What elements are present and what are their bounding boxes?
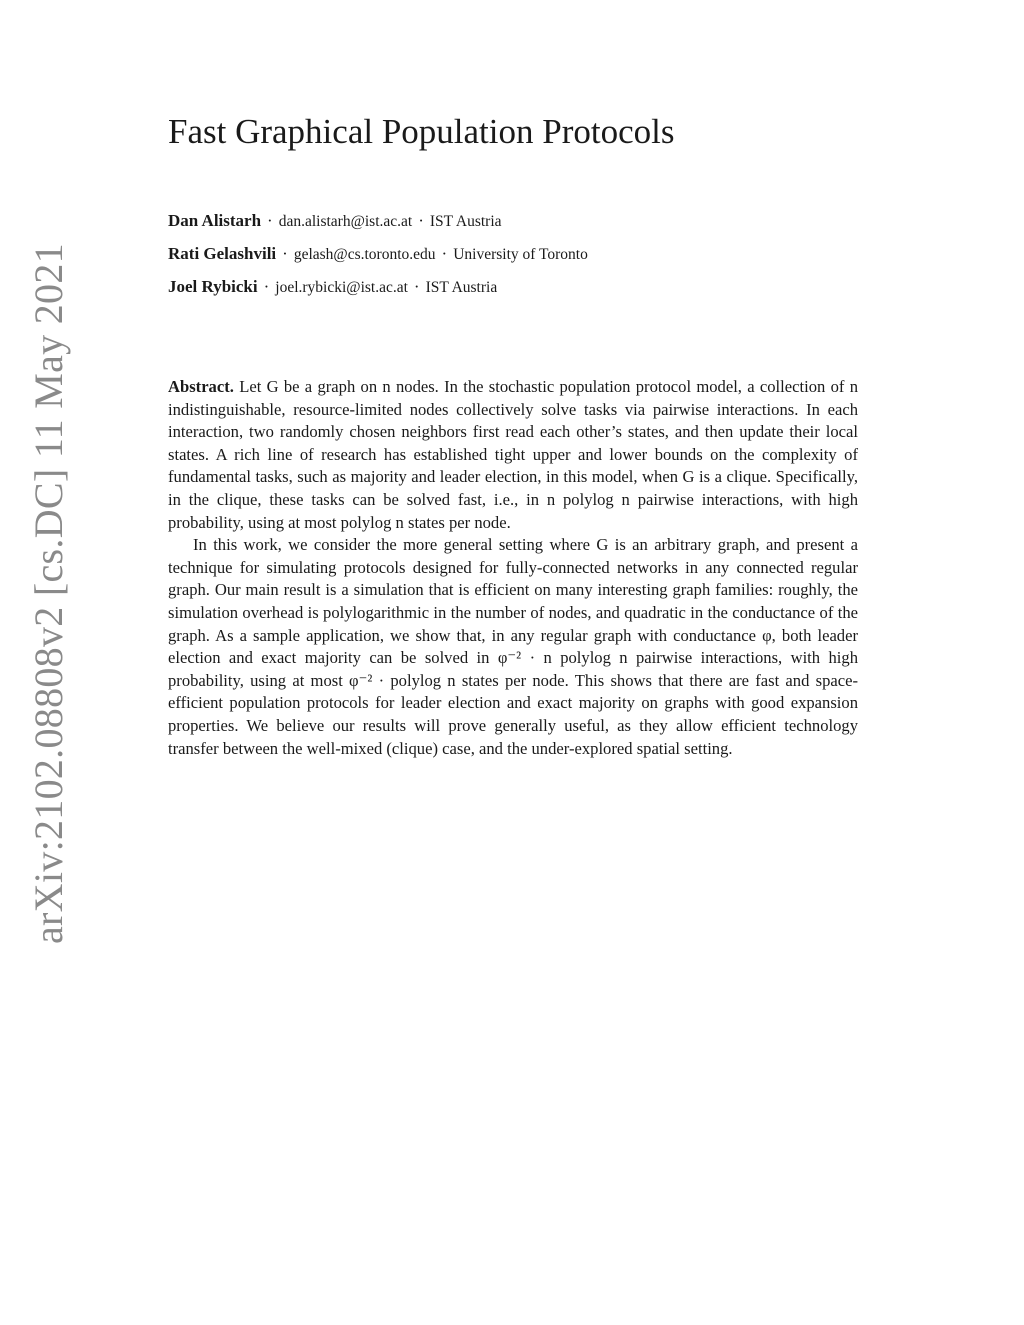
author-email: dan.alistarh@ist.ac.at	[278, 213, 413, 230]
separator-dot: ·	[263, 277, 270, 296]
abstract-paragraph	[168, 534, 858, 760]
paper-title: Fast Graphical Population Protocols	[168, 112, 675, 151]
author-affiliation: University of Toronto	[453, 246, 588, 263]
author-name: Rati Gelashvili	[168, 244, 277, 263]
author-entry	[168, 274, 588, 307]
abstract-paragraph	[168, 376, 858, 534]
separator-dot: ·	[418, 211, 424, 230]
abstract	[168, 376, 858, 760]
author-entry	[168, 208, 588, 241]
author-affiliation: IST Austria	[425, 279, 498, 296]
arxiv-identifier: arXiv:2102.08808v2 [cs.DC] 11 May 2021	[26, 243, 71, 944]
abstract-text: Let G be a graph on n nodes. In the stochastic population protocol model, a collection of n indistinguishable, resource-limited nodes collectively solve tasks via pairwise interactions. In each interaction, two randomly chosen neighbors first read each other’s states, and then update their local states. A rich line of research has established tight upper and lower bounds on the complexity of fundamental tasks, such as majority and leader election, in this model, when G is a clique. Specifically, in the clique, these tasks can be solved fast, i.e., in n polylog n pairwise interactions, with high probability, using at most polylog n states per node.	[168, 377, 858, 532]
author-list	[168, 208, 588, 307]
separator-dot: ·	[441, 244, 448, 263]
author-email: joel.rybicki@ist.ac.at	[275, 279, 408, 296]
abstract-heading: Abstract.	[168, 377, 234, 396]
abstract-text: In this work, we consider the more general setting where G is an arbitrary graph, and present a technique for simulating protocols designed for fully-connected networks in any connected regular graph. Our main result is a simulation that is efficient on many interesting graph families: roughly, the simulation overhead is polylogarithmic in the number of nodes, and quadratic in the conductance of the graph. As a sample application, we show that, in any regular graph with conductance φ, both leader election and exact majority can be solved in φ⁻² · n polylog n pairwise interactions, with high probability, using at most φ⁻² · polylog n states per node. This shows that there are fast and space-efficient population protocols for leader election and exact majority on graphs with good expansion properties. We believe our results will prove generally useful, as they allow efficient technology transfer between the well-mixed (clique) case, and the under-explored spatial setting.	[168, 535, 858, 758]
author-name: Joel Rybicki	[168, 277, 258, 296]
separator-dot: ·	[267, 211, 273, 230]
separator-dot: ·	[413, 277, 420, 296]
author-email: gelash@cs.toronto.edu	[293, 246, 436, 263]
author-affiliation: IST Austria	[429, 213, 502, 230]
author-entry	[168, 241, 588, 274]
separator-dot: ·	[282, 244, 288, 263]
author-name: Dan Alistarh	[168, 211, 262, 230]
